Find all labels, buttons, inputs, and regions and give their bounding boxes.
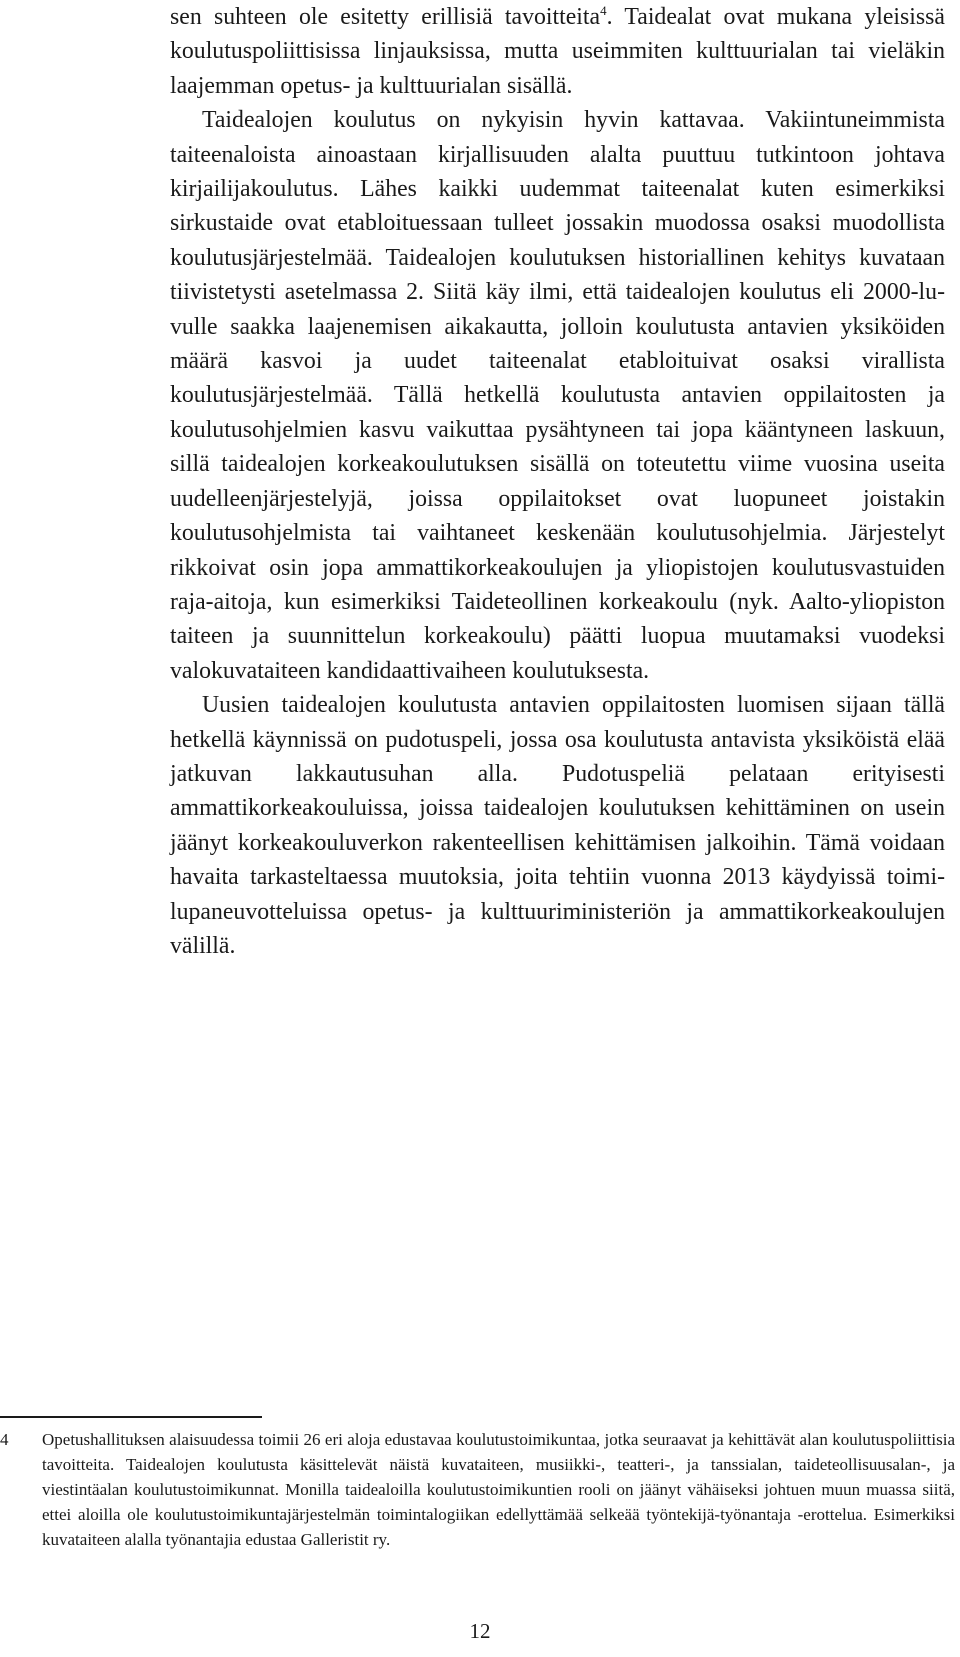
paragraph-1: [170, 0, 945, 103]
footnote-divider: [0, 1416, 262, 1418]
footnote-number: 4: [0, 1430, 9, 1449]
paragraph-1-text-b: . Taidealat ovat mukana yleisissä koulutuspoliittisissa linjauksissa, mutta useimmiten kulttuurialan tai vieläkin laajemman opetus- ja kulttuurialan sisällä.: [170, 4, 945, 99]
footnote: [0, 1427, 955, 1552]
footnote-text: Opetushallituksen alaisuudessa toimii 26 eri aloja edustavaa koulutustoimikuntaa, jotka seuraavat ja kehittävät alan koulutuspoliittisia tavoitteita. Taidealojen koulutusta käsittelevät näistä kuvataiteen, musiikki-, teatteri-, ja tanssialan, taideteollisuusalan-, ja viestintäalan koulutustoimikunnat. Monilla taidealoilla koulutustoimikuntien rooli on jäänyt vähäiseksi johtuen muun muassa siitä, ettei aloilla ole koulutustoimikuntajärjestelmän toimintalogiikan edellyttämää selkeää työntekijä-työnantaja -erottelua. Esimerkiksi kuvataiteen alalla työnantajia edustaa Galleristit ry.: [42, 1430, 955, 1549]
page-number: 12: [469, 1619, 491, 1643]
footnote-reference: 4: [600, 3, 607, 19]
body-text: [170, 0, 945, 963]
paragraph-3: Uusien taidealojen koulutusta antavien oppilaitosten luomisen sijaan tällä hetkellä käynnissä on pudotuspeli, jossa osa koulutusta antavista yksiköistä elää jatkuvan lakkautusuhan alla. Pudotuspeliä pelataan erityisesti ammattikorkeakouluissa, joissa taidealojen koulutuksen kehittäminen on usein jäänyt korkeakouluverkon rakenteellisen kehittämisen jalkoihin. Tämä voidaan havaita tarkasteltaessa muutoksia, joita tehtiin vuonna 2013 käydyissä toimilupaneuvotteluissa opetus- ja kulttuuriministeriön ja ammattikorkeakoulujen välillä.: [170, 692, 945, 959]
paragraph-1-text-a: sen suhteen ole esitetty erillisiä tavoitteita: [170, 4, 601, 30]
paragraph-2: Taidealojen koulutus on nykyisin hyvin kattavaa. Vakiintuneimmista taiteenaloista ainoastaan kirjallisuuden alalta puuttuu tutkintoon johtava kirjailijakoulutus. Lähes kaikki uudemmat taiteenalat kuten esimerkiksi sirkustaide ovat etabloituessaan tulleet jossakin muodossa osaksi muodollista koulutusjärjestelmää. Taidealojen koulutuksen historiallinen kehitys kuvataan tiivistetysti asetelmassa 2. Siitä käy ilmi, että taidealojen koulutus eli 2000-luvulle saakka laajenemisen aikakautta, jolloin koulutusta antavien yksiköiden määrä kasvoi ja uudet taiteenalat etabloituivat osaksi virallista koulutusjärjestelmää. Tällä hetkellä koulutusta antavien oppilaitosten ja koulutusohjelmien kasvu vaikuttaa pysähtyneen tai jopa kääntyneen laskuun, sillä taidealojen korkeakoulutuksen sisällä on toteutettu viime vuosina useita uudelleenjärjestelyjä, joissa oppilaitokset ovat luopuneet joistakin koulutusohjelmista tai vaihtaneet keskenään koulutusohjelmia. Järjestelyt rikkoivat osin jopa ammattikorkeakoulujen ja yliopistojen koulutusvastuiden raja-aitoja, kun esimerkiksi Taideteollinen korkeakoulu (nyk. Aalto-yliopiston taiteen ja suunnittelun korkeakoulu) päätti luopua muutamaksi vuodeksi valokuvataiteen kandidaattivaiheen koulutuksesta.: [170, 107, 945, 684]
